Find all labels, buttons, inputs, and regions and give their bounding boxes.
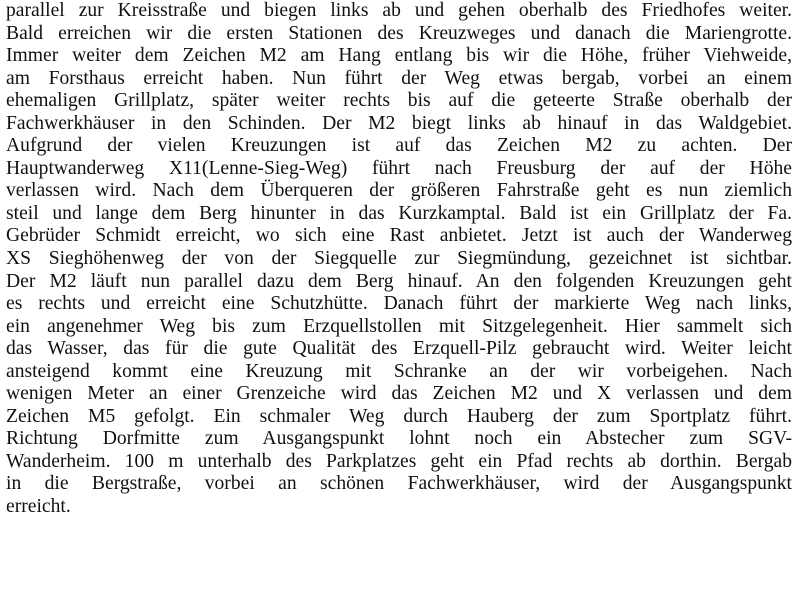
text-line: erreicht. — [6, 496, 71, 518]
text-line: parallel zur Kreisstraße und biegen links ab und gehen oberhalb des Friedhofes weiter. — [6, 0, 792, 21]
text-line: Richtung Dorfmitte zum Ausgangspunkt lohnt noch ein Abstecher zum SGV- — [6, 428, 792, 450]
text-line: Wanderheim. 100 m unterhalb des Parkplatzes geht ein Pfad rechts ab dorthin. Bergab — [6, 450, 792, 472]
text-line: am Forsthaus erreicht haben. Nun führt der Weg etwas bergab, vorbei an einem — [6, 67, 792, 89]
text-line: das Wasser, das für die gute Qualität des Erzquell-Pilz gebraucht wird. Weiter leicht — [6, 338, 792, 360]
text-line: Aufgrund der vielen Kreuzungen ist auf das Zeichen M2 zu achten. Der — [6, 135, 792, 157]
document-page — [6, 0, 792, 519]
text-line: Bald erreichen wir die ersten Stationen des Kreuzweges und danach die Mariengrotte. — [6, 22, 792, 44]
text-line: ansteigend kommt eine Kreuzung mit Schranke an der wir vorbeigehen. Nach — [6, 360, 792, 382]
text-paragraph — [6, 0, 792, 519]
text-line: es rechts und erreicht eine Schutzhütte. Danach führt der markierte Weg nach links, — [6, 293, 792, 315]
text-line: Gebrüder Schmidt erreicht, wo sich eine Rast anbietet. Jetzt ist auch der Wanderweg — [6, 225, 792, 247]
text-line: in die Bergstraße, vorbei an schönen Fachwerkhäuser, wird der Ausgangspunkt — [6, 473, 792, 495]
text-line: XS Sieghöhenweg der von der Siegquelle zur Siegmündung, gezeichnet ist sichtbar. — [6, 248, 792, 270]
text-line: Zeichen M5 gefolgt. Ein schmaler Weg durch Hauberg der zum Sportplatz führt. — [6, 405, 792, 427]
text-line: ein angenehmer Weg bis zum Erzquellstollen mit Sitzgelegenheit. Hier sammelt sich — [6, 315, 792, 337]
text-line: steil und lange dem Berg hinunter in das Kurzkamptal. Bald ist ein Grillplatz der Fa. — [6, 202, 792, 224]
text-line: Immer weiter dem Zeichen M2 am Hang entlang bis wir die Höhe, früher Viehweide, — [6, 45, 792, 67]
text-line: Fachwerkhäuser in den Schinden. Der M2 biegt links ab hinauf in das Waldgebiet. — [6, 112, 792, 134]
text-line: Der M2 läuft nun parallel dazu dem Berg hinauf. An den folgenden Kreuzungen geht — [6, 270, 792, 292]
text-line: wenigen Meter an einer Grenzeiche wird das Zeichen M2 und X verlassen und dem — [6, 383, 792, 405]
text-line: ehemaligen Grillplatz, später weiter rechts bis auf die geteerte Straße oberhalb der — [6, 90, 792, 112]
text-line: verlassen wird. Nach dem Überqueren der größeren Fahrstraße geht es nun ziemlich — [6, 180, 792, 202]
text-line: Hauptwanderweg X11(Lenne-Sieg-Weg) führt nach Freusburg der auf der Höhe — [6, 157, 792, 179]
